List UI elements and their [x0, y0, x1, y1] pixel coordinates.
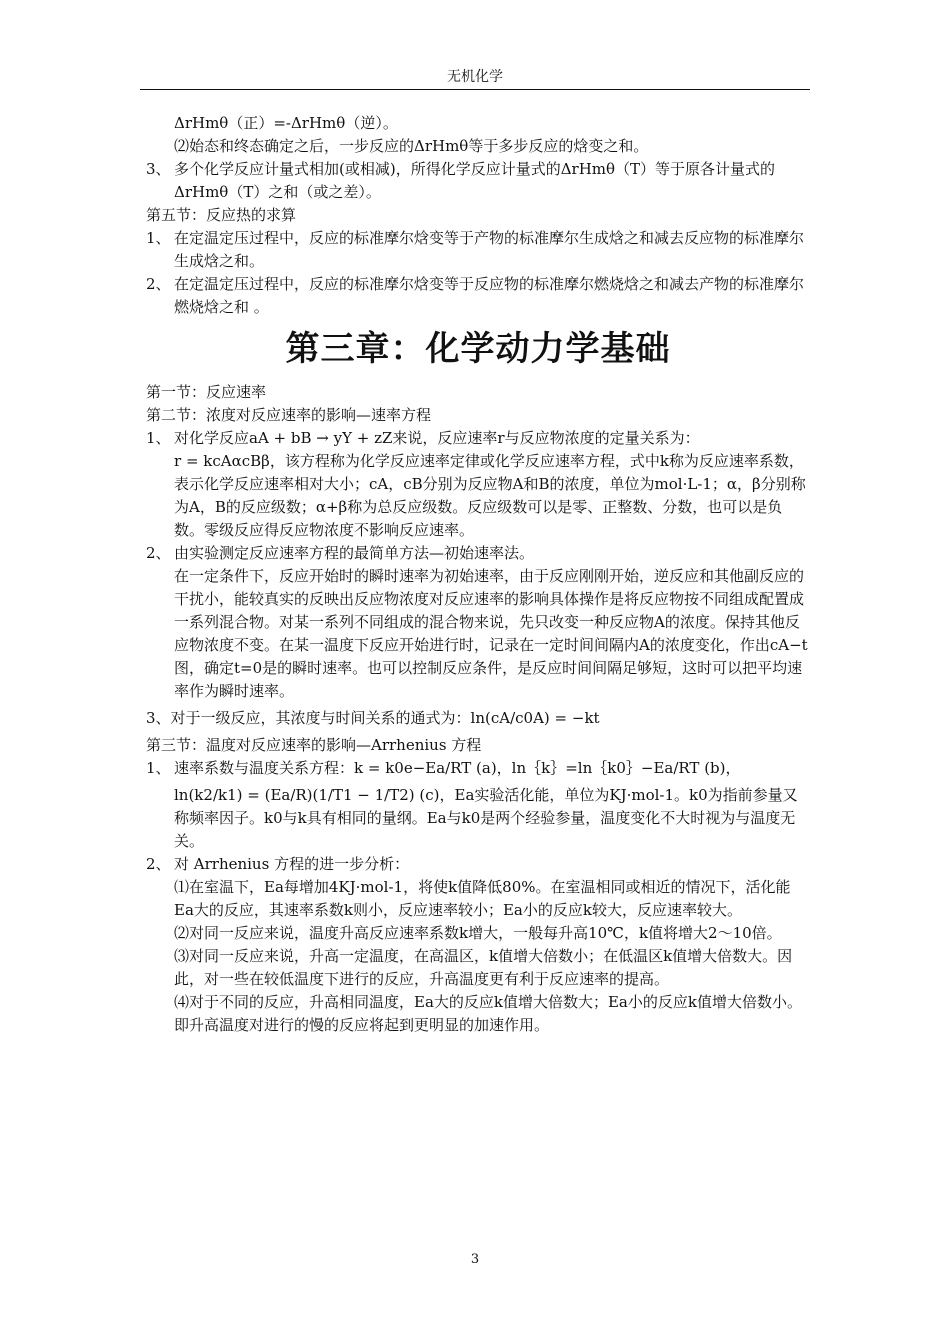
page-content: [146, 112, 810, 1037]
analysis-point-4: ⑷对于不同的反应，升高相同温度，Ea大的反应k值增大倍数大；Ea小的反应k值增大倍数小。即升高温度对进行的慢的反应将起到更明显的加速作用。: [174, 993, 802, 1034]
analysis-point-3: ⑶对同一反应来说，升高一定温度，在高温区，k值增大倍数小；在低温区k值增大倍数大。因此，对一些在较低温度下进行的反应，升高温度更有利于反应速率的提高。: [174, 947, 793, 988]
list-number: 1、: [146, 229, 171, 247]
list-item: [146, 542, 810, 703]
arrhenius-equations: 速率系数与温度关系方程：k = k0e−Ea/RT (a)，ln｛k｝=ln｛k0｝−Ea/RT (b)，: [174, 759, 741, 777]
header-divider: [140, 89, 810, 90]
list-number: 2、: [146, 544, 171, 562]
arrhenius-analysis-intro: 对 Arrhenius 方程的进一步分析：: [174, 855, 410, 873]
enthalpy-path-independence: ⑵始态和终态确定之后，一步反应的ΔrHmθ等于多步反应的焓变之和。: [174, 137, 649, 155]
page-header: 无机化学: [447, 69, 503, 85]
list-item: [146, 273, 810, 319]
list-item: [146, 158, 810, 204]
section-heading: 第一节：反应速率: [146, 383, 267, 401]
list-text: 多个化学反应计量式相加(或相减)，所得化学反应计量式的ΔrHmθ（T）等于原各计量式的ΔrHmθ（T）之和（或之差）。: [174, 160, 776, 201]
section-heading: 第二节：浓度对反应速率的影响—速率方程: [146, 406, 432, 424]
initial-rate-description: 在一定条件下，反应开始时的瞬时速率为初始速率，由于反应刚刚开始，逆反应和其他副反应的干扰小，能较真实的反映出反应物浓度对反应速率的影响具体操作是将反应物按不同组成配置成一系列混合物。对某一系列不同组成的混合物来说，先只改变一种反应物A的浓度。保持其他反应物浓度不变。在某一温度下反应开始进行时，记录在一定时间间隔内A的浓度变化，作出cA−t图，确定t=0是的瞬时速率。也可以控制反应条件，是反应时间间隔足够短，这时可以把平均速率作为瞬时速率。: [174, 567, 808, 700]
list-item: [146, 853, 810, 1037]
initial-rate-method: 由实验测定反应速率方程的最简单方法—初始速率法。: [174, 544, 535, 562]
list-item: [146, 757, 810, 853]
rate-law-explanation: r = kcAαcBβ，该方程称为化学反应速率定律或化学反应速率方程，式中k称为反应速率系数，表示化学反应速率相对大小；cA，cB分别为反应物A和B的浓度，单位为mol·L-1；α，β分别称为A，B的反应级数；α+β称为总反应级数。反应级数可以是零、正整数、分数，也可以是负数。零级反应得反应物浓度不影响反应速率。: [174, 452, 806, 539]
list-number: 1、: [146, 429, 171, 447]
arrhenius-two-temperature: ln(k2/k1) = (Ea/R)(1/T1 − 1/T2) (c)，Ea实验活化能，单位为KJ·mol-1。k0为指前参量又称频率因子。k0与k具有相同的量纲。Ea与k0是两个经验参量，温度变化不大时视为与温度无关。: [174, 786, 798, 850]
chapter-title: 第三章：化学动力学基础: [285, 329, 671, 369]
analysis-point-2: ⑵对同一反应来说，温度升高反应速率系数k增大，一般每升高10℃，k值将增大2～10倍。: [174, 924, 782, 942]
list-number: 3、: [146, 160, 171, 178]
section-heading: 第五节：反应热的求算: [146, 206, 297, 224]
analysis-point-1: ⑴在室温下，Ea每增加4KJ·mol-1，将使k值降低80%。在室温相同或相近的情况下，活化能Ea大的反应，其速率系数k则小，反应速率较小；Ea小的反应k较大，反应速率较大。: [174, 878, 791, 919]
list-number: 2、: [146, 855, 171, 873]
list-number: 1、: [146, 759, 171, 777]
enthalpy-reverse-relation: ΔrHmθ（正）=-ΔrHmθ（逆）。: [174, 114, 398, 132]
page-number: 3: [470, 1252, 480, 1267]
list-item: [146, 227, 810, 273]
list-text: 在定温定压过程中，反应的标准摩尔焓变等于产物的标准摩尔生成焓之和减去反应物的标准摩尔生成焓之和。: [174, 229, 805, 270]
section-heading: 第三节：温度对反应速率的影响—Arrhenius 方程: [146, 736, 482, 754]
rate-law-intro: 对化学反应aA + bB → yY + zZ来说，反应速率r与反应物浓度的定量关系为：: [174, 429, 700, 447]
list-text: 在定温定压过程中，反应的标准摩尔焓变等于反应物的标准摩尔燃烧焓之和减去产物的标准摩尔燃烧焓之和 。: [174, 275, 805, 316]
first-order-equation: 3、对于一级反应，其浓度与时间关系的通式为：ln(cA/c0A) = −kt: [146, 709, 600, 727]
list-item: [146, 427, 810, 542]
list-number: 2、: [146, 275, 171, 293]
